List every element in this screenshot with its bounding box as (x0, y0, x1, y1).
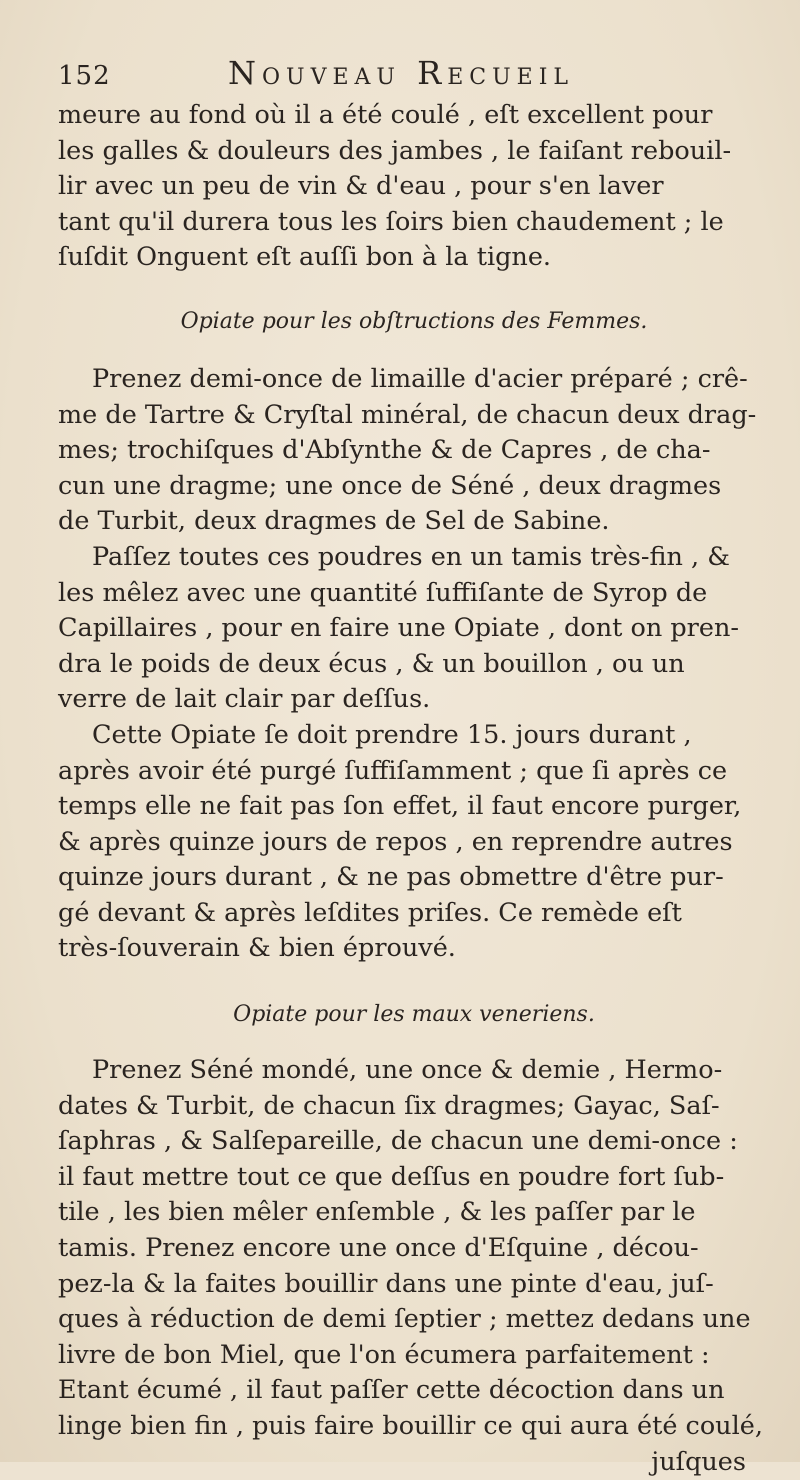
text-line: temps elle ne fait pas ſon effet, il faut encore purger, (58, 791, 742, 822)
text-line: les galles & douleurs des jambes , le faiſant rebouil- (58, 135, 732, 166)
text-line: meure au fond où il a été coulé , eſt excellent pour (58, 100, 713, 130)
text-line: les mêlez avec une quantité ſuffiſante de Syrop de (58, 577, 708, 608)
text-line: Capillaires , pour en faire une Opiate , dont on pren- (58, 613, 740, 644)
text-line: tile , les bien mêler enſemble , & les paſſer par le (58, 1197, 696, 1228)
page-number: 152 (58, 61, 111, 91)
page-header (58, 54, 770, 98)
text-line: dra le poids de deux écus , & un bouillon , ou un (58, 648, 685, 679)
text-line: Paſſez toutes ces poudres en un tamis très-fin , & (92, 541, 730, 572)
text-line: très-ſouverain & bien éprouvé. (58, 933, 456, 964)
text-line: quinze jours durant , & ne pas obmettre d'être pur- (58, 862, 724, 893)
text-line: Cette Opiate ſe doit prendre 15. jours durant , (92, 719, 692, 750)
text-line: mes; trochiſques d'Abſynthe & de Capres , de cha- (58, 435, 711, 466)
text-line: livre de bon Miel, que l'on écumera parfaitement : (58, 1339, 710, 1370)
text-line: de Turbit, deux dragmes de Sel de Sabine. (58, 506, 610, 537)
recipe-heading: Opiate pour les maux veneriens. (233, 1002, 595, 1028)
recipe-heading: Opiate pour les obſtructions des Femmes. (180, 308, 648, 334)
text-line: ſaphras , & Salſepareille, de chacun une demi-once : (58, 1126, 738, 1157)
text-line: dates & Turbit, de chacun ſix dragmes; Gayac, Saſ- (58, 1090, 720, 1121)
text-line: ques à réduction de demi ſeptier ; mettez dedans une (58, 1304, 751, 1335)
text-line: & après quinze jours de repos , en reprendre autres (58, 826, 733, 857)
text-line: verre de lait clair par deſſus. (58, 684, 431, 715)
text-line: pez-la & la faites bouillir dans une pinte d'eau, juſ- (58, 1268, 714, 1299)
text-line: après avoir été purgé ſuffiſamment ; que ſi après ce (58, 755, 728, 786)
catchword: juſques (651, 1446, 746, 1477)
text-line: tant qu'il durera tous les ſoirs bien chaudement ; le (58, 206, 724, 237)
recipe-obstructions (58, 362, 770, 967)
text-line: Prenez Séné mondé, une once & demie , Hermo- (92, 1055, 723, 1086)
text-line: Prenez demi-once de limaille d'acier préparé ; crê- (92, 363, 748, 394)
text-line: lir avec un peu de vin & d'eau , pour s'en laver (58, 171, 664, 202)
running-title: Nouveau Recueil (228, 54, 575, 92)
text-line: me de Tartre & Cryſtal minéral, de chacun deux drag- (58, 399, 757, 430)
text-line: tamis. Prenez encore une once d'Eſquine , décou- (58, 1233, 699, 1264)
text-line: gé devant & après leſdites priſes. Ce remède eſt (58, 897, 682, 928)
text-line: linge bien fin , puis faire bouillir ce qui aura été coulé, (58, 1411, 763, 1441)
recipe-veneriens (58, 1053, 770, 1480)
text-line: il faut mettre tout ce que deſſus en poudre fort ſub- (58, 1161, 725, 1192)
paragraph-galles (58, 98, 770, 276)
text-line: Etant écumé , il faut paſſer cette décoction dans un (58, 1375, 725, 1406)
text-line: cun une dragme; une once de Séné , deux dragmes (58, 470, 722, 501)
text-line: ſuſdit Onguent eſt auſſi bon à la tigne. (58, 242, 552, 273)
